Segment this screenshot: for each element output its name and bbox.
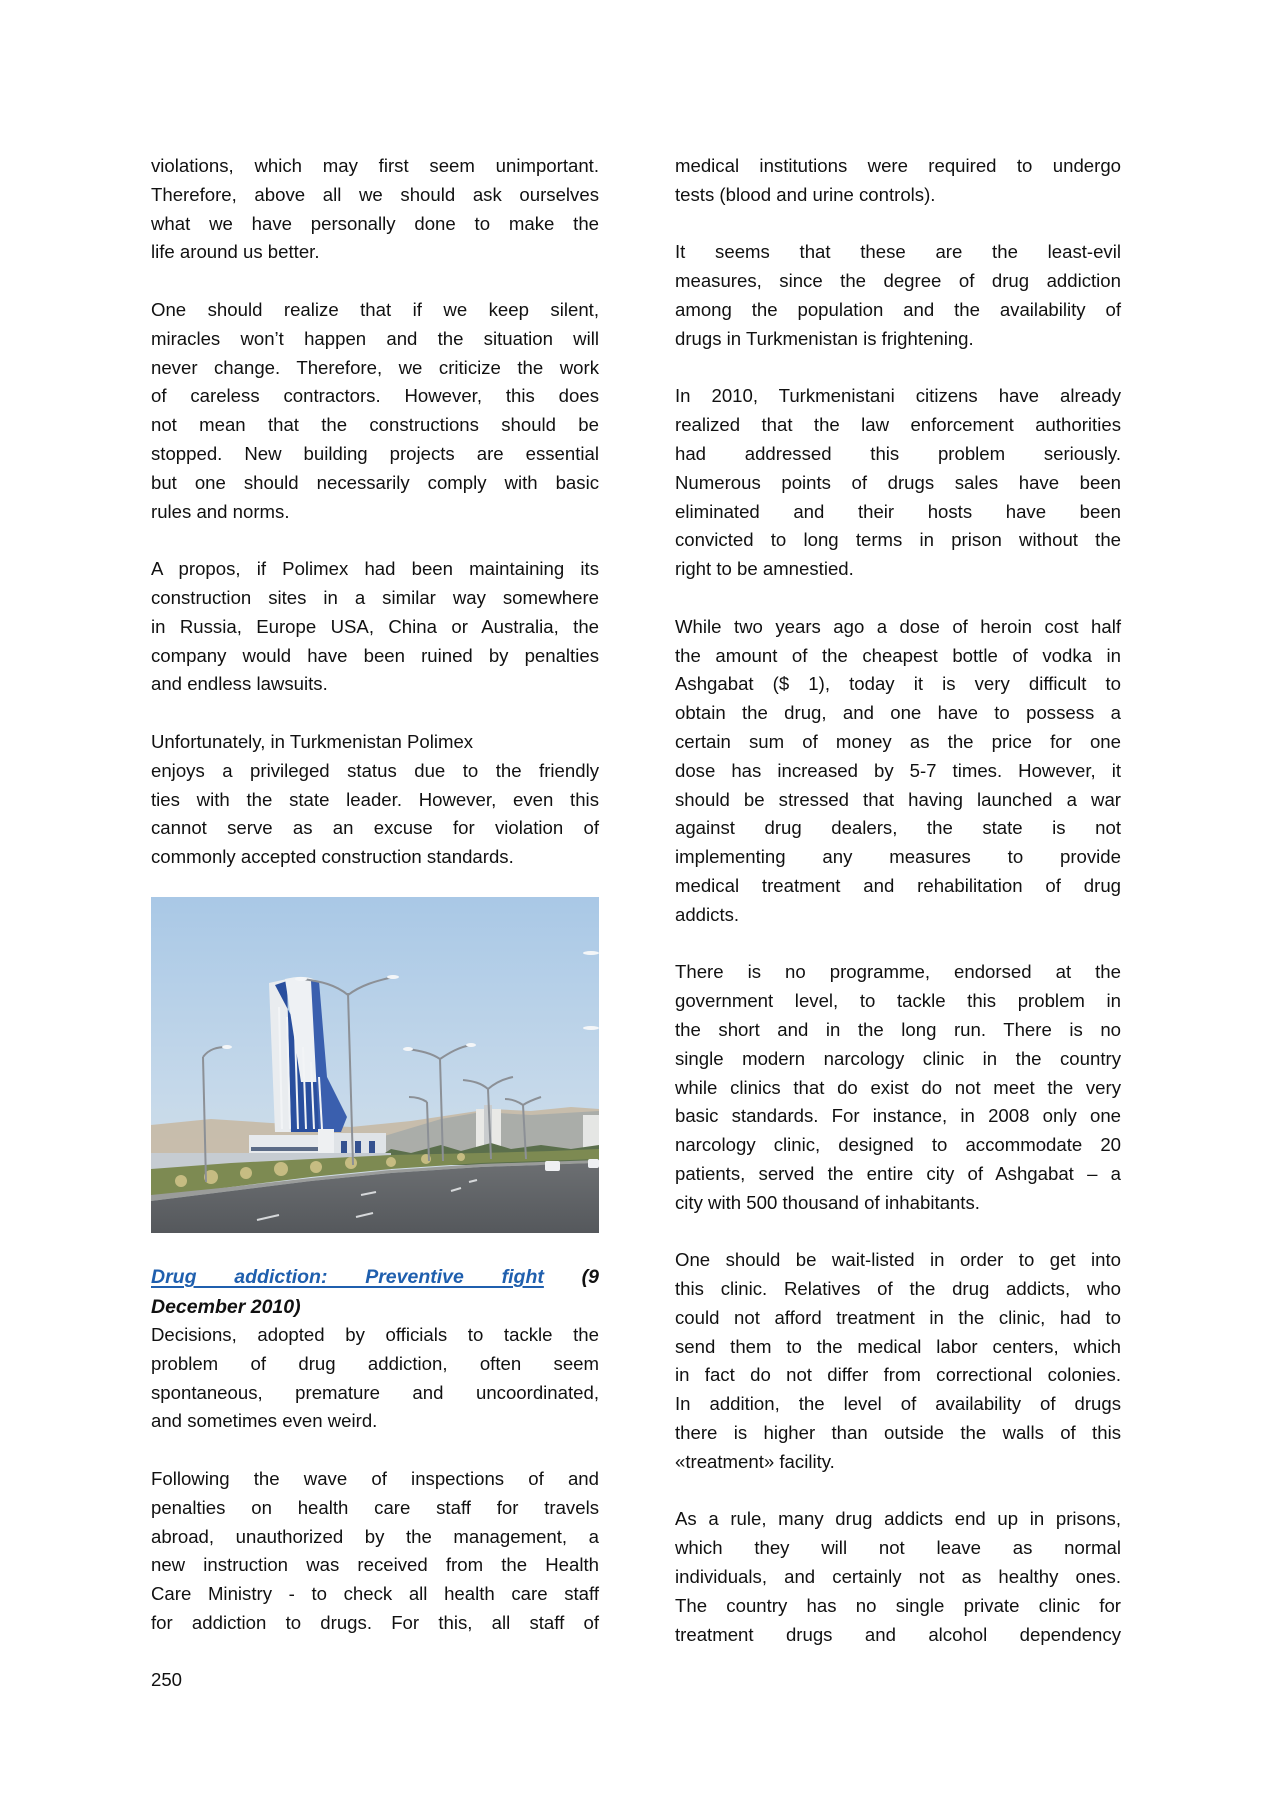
- article-body: [151, 1321, 599, 1667]
- text-line: basic standards. For instance, in 2008 only one: [675, 1105, 1121, 1127]
- text-line: As a rule, many drug addicts end up in prisons,: [675, 1508, 1121, 1530]
- text-line: treatment drugs and alcohol dependency: [675, 1623, 1121, 1645]
- paragraph: [151, 728, 599, 872]
- text-line: what we have personally done to make the: [151, 212, 599, 234]
- text-line: abroad, unauthorized by the management, a: [151, 1525, 599, 1547]
- text-line: Numerous points of drugs sales have been: [675, 471, 1121, 493]
- text-line: company would have been ruined by penalties: [151, 644, 599, 666]
- text-line: narcology clinic, designed to accommodate 20: [675, 1134, 1121, 1156]
- paragraph: [151, 555, 599, 699]
- text-line: send them to the medical labor centers, which: [675, 1335, 1121, 1357]
- text-line: enjoys a privileged status due to the friendly: [151, 759, 599, 781]
- text-line: rules and norms.: [151, 500, 290, 522]
- text-line: life around us better.: [151, 241, 320, 263]
- text-line: penalties on health care staff for travels: [151, 1496, 599, 1518]
- text-line: while clinics that do exist do not meet the very: [675, 1076, 1121, 1098]
- text-line: the short and in the long run. There is no: [675, 1018, 1121, 1040]
- text-line: medical treatment and rehabilitation of drug: [675, 874, 1121, 896]
- text-line: in Russia, Europe USA, China or Australia, the: [151, 615, 599, 637]
- text-line: In addition, the level of availability of drugs: [675, 1393, 1121, 1415]
- text-line: ties with the state leader. However, even this: [151, 788, 599, 810]
- text-line: the amount of the cheapest bottle of vodka in: [675, 644, 1121, 666]
- text-line: realized that the law enforcement authorities: [675, 414, 1121, 436]
- text-line: against drug dealers, the state is not: [675, 817, 1121, 839]
- text-line: The country has no single private clinic for: [675, 1594, 1121, 1616]
- text-line: convicted to long terms in prison without the: [675, 529, 1121, 551]
- text-line: There is no programme, endorsed at the: [675, 961, 1121, 983]
- text-line: drugs in Turkmenistan is frightening.: [675, 327, 974, 349]
- text-line: in fact do not differ from correctional colonies.: [675, 1364, 1121, 1386]
- text-line: medical institutions were required to undergo: [675, 155, 1121, 176]
- text-line: Therefore, above all we should ask ourselves: [151, 183, 599, 205]
- text-line: measures, since the degree of drug addiction: [675, 270, 1121, 292]
- text-line: violations, which may first seem unimportant.: [151, 155, 599, 176]
- paragraph: [675, 1246, 1121, 1476]
- text-line: and endless lawsuits.: [151, 673, 328, 695]
- article-title-link[interactable]: Drug addiction: Preventive fight: [151, 1266, 544, 1288]
- text-line: for addiction to drugs. For this, all staff of: [151, 1611, 599, 1633]
- text-line: A propos, if Polimex had been maintaining its: [151, 558, 599, 580]
- text-line: of careless contractors. However, this does: [151, 385, 599, 407]
- text-line: One should be wait-listed in order to get into: [675, 1249, 1121, 1271]
- text-line: Ashgabat ($ 1), today it is very difficult to: [675, 673, 1121, 695]
- text-line: never change. Therefore, we criticize the work: [151, 356, 599, 378]
- text-line: should be stressed that having launched a war: [675, 788, 1121, 810]
- text-line: Following the wave of inspections of and: [151, 1467, 599, 1489]
- text-line: new instruction was received from the Health: [151, 1554, 599, 1576]
- text-line: problem of drug addiction, often seem: [151, 1352, 599, 1374]
- text-line: single modern narcology clinic in the country: [675, 1047, 1121, 1069]
- article-heading: [151, 1262, 599, 1322]
- text-line: addicts.: [675, 903, 740, 925]
- paragraph: [675, 958, 1121, 1217]
- text-line: had addressed this problem seriously.: [675, 442, 1121, 464]
- text-line: miracles won’t happen and the situation will: [151, 327, 599, 349]
- text-line: there is higher than outside the walls of this: [675, 1422, 1121, 1444]
- text-line: «treatment» facility.: [675, 1450, 835, 1472]
- text-line: It seems that these are the least-evil: [675, 241, 1121, 263]
- text-line: One should realize that if we keep silent,: [151, 298, 599, 320]
- paragraph: [675, 1505, 1121, 1649]
- article-date-start: (9: [581, 1266, 599, 1288]
- text-line: Care Ministry - to check all health care staff: [151, 1583, 599, 1605]
- text-line: In 2010, Turkmenistani citizens have already: [675, 385, 1121, 407]
- text-line: individuals, and certainly not as healthy ones.: [675, 1566, 1121, 1588]
- building-photo: [151, 897, 599, 1233]
- text-line: dose has increased by 5-7 times. However, it: [675, 759, 1121, 781]
- text-line: among the population and the availability of: [675, 298, 1121, 320]
- paragraph: [151, 1321, 599, 1436]
- text-line: and sometimes even weird.: [151, 1410, 378, 1432]
- text-line: Unfortunately, in Turkmenistan Polimex: [151, 730, 474, 752]
- text-line: cannot serve as an excuse for violation of: [151, 817, 599, 839]
- text-line: right to be amnestied.: [675, 558, 854, 580]
- paragraph: [675, 382, 1121, 584]
- paragraph: [675, 152, 1121, 210]
- photo-illustration: [151, 897, 599, 1233]
- text-line: eliminated and their hosts have been: [675, 500, 1121, 522]
- text-line: this clinic. Relatives of the drug addicts, who: [675, 1278, 1121, 1300]
- heading-line: [151, 1262, 599, 1292]
- text-line: Decisions, adopted by officials to tackle the: [151, 1324, 599, 1345]
- text-line: obtain the drug, and one have to possess a: [675, 702, 1121, 724]
- article-date: December 2010): [151, 1296, 301, 1318]
- page-number: 250: [151, 1669, 183, 1690]
- text-line: which they will not leave as normal: [675, 1537, 1121, 1559]
- left-column: [151, 152, 599, 901]
- text-line: stopped. New building projects are essential: [151, 442, 599, 464]
- text-line: construction sites in a similar way somewhere: [151, 586, 599, 608]
- paragraph: [151, 152, 599, 267]
- text-line: government level, to tackle this problem in: [675, 990, 1121, 1012]
- paragraph: [675, 613, 1121, 930]
- text-line: patients, served the entire city of Ashgabat – a: [675, 1162, 1121, 1184]
- paragraph: [151, 296, 599, 526]
- text-line: city with 500 thousand of inhabitants.: [675, 1191, 980, 1213]
- text-line: but one should necessarily comply with basic: [151, 471, 599, 493]
- text-line: tests (blood and urine controls).: [675, 183, 936, 205]
- text-line: commonly accepted construction standards.: [151, 846, 514, 868]
- text-line: implementing any measures to provide: [675, 846, 1121, 868]
- paragraph: [151, 1465, 599, 1638]
- right-column: [675, 152, 1121, 1678]
- paragraph: [675, 238, 1121, 353]
- text-line: could not afford treatment in the clinic, had to: [675, 1306, 1121, 1328]
- text-line: certain sum of money as the price for one: [675, 730, 1121, 752]
- text-line: not mean that the constructions should be: [151, 414, 599, 436]
- text-line: While two years ago a dose of heroin cost half: [675, 615, 1121, 637]
- text-line: spontaneous, premature and uncoordinated,: [151, 1381, 599, 1403]
